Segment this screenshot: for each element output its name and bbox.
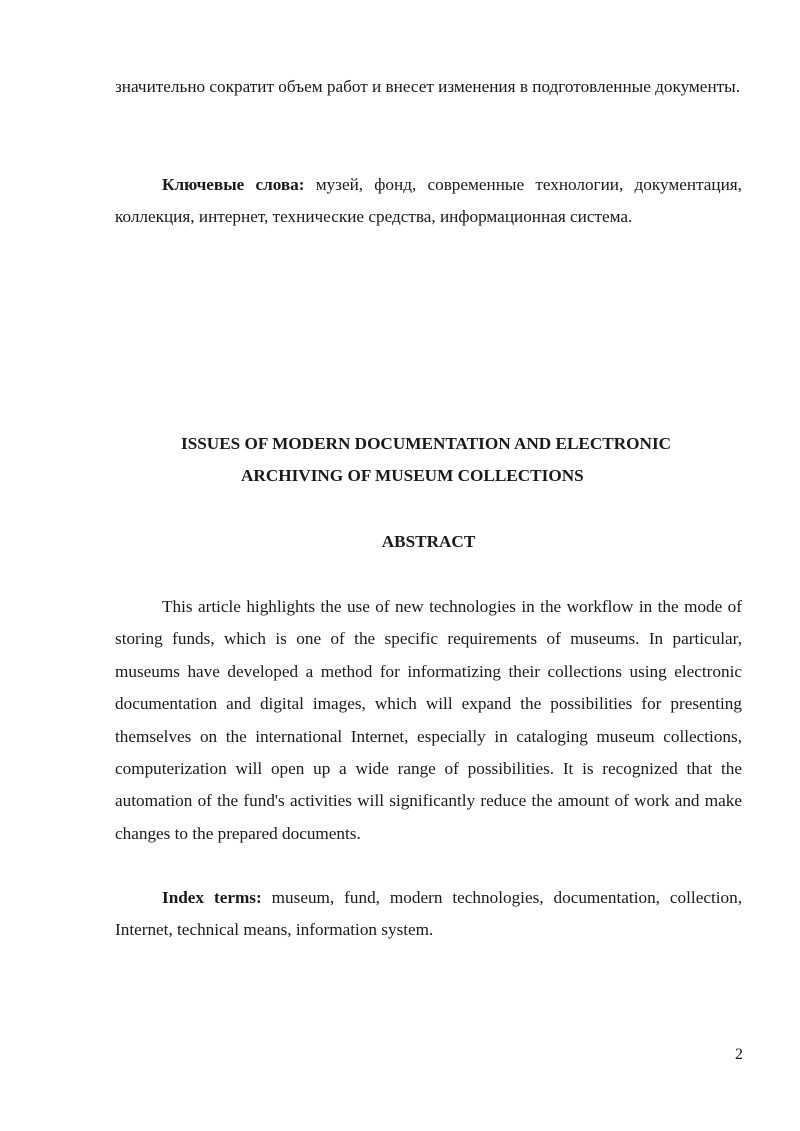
russian-keywords-paragraph <box>115 169 742 234</box>
index-terms-label: Index terms: <box>162 888 262 907</box>
english-abstract-text: This article highlights the use of new technologies in the workflow in the mode of storing funds, which is one of the specific requirements of museums. In particular, museums have developed a method for informatizing their collections using electronic documentation and digital images, which will expand the possibilities for presenting themselves on the international Internet, especially in cataloging museum collections, computerization will open up a wide range of possibilities. It is recognized that the automation of the fund's activities will significantly reduce the amount of work and make changes to the prepared documents. <box>115 597 742 843</box>
index-terms-text: museum, fund, modern technologies, documentation, collection, Internet, technical means, information system. <box>115 888 742 940</box>
english-title-line-2: ARCHIVING OF MUSEUM COLLECTIONS <box>241 466 584 486</box>
english-title-line-1: ISSUES OF MODERN DOCUMENTATION AND ELECTRONIC <box>181 434 672 453</box>
russian-continuation-text: значительно сократит объем работ и внесет изменения в подготовленные документы. <box>115 77 740 96</box>
index-terms-paragraph <box>115 882 742 947</box>
russian-keywords-text: музей, фонд, современные технологии, документация, коллекция, интернет, технические средства, информационная система. <box>115 175 742 227</box>
english-abstract-paragraph <box>115 591 742 850</box>
english-title <box>115 428 742 493</box>
page-number: 2 <box>735 1046 743 1063</box>
abstract-heading: ABSTRACT <box>381 532 476 551</box>
russian-abstract-continuation <box>115 71 742 103</box>
russian-keywords-label: Ключевые слова: <box>162 175 305 194</box>
